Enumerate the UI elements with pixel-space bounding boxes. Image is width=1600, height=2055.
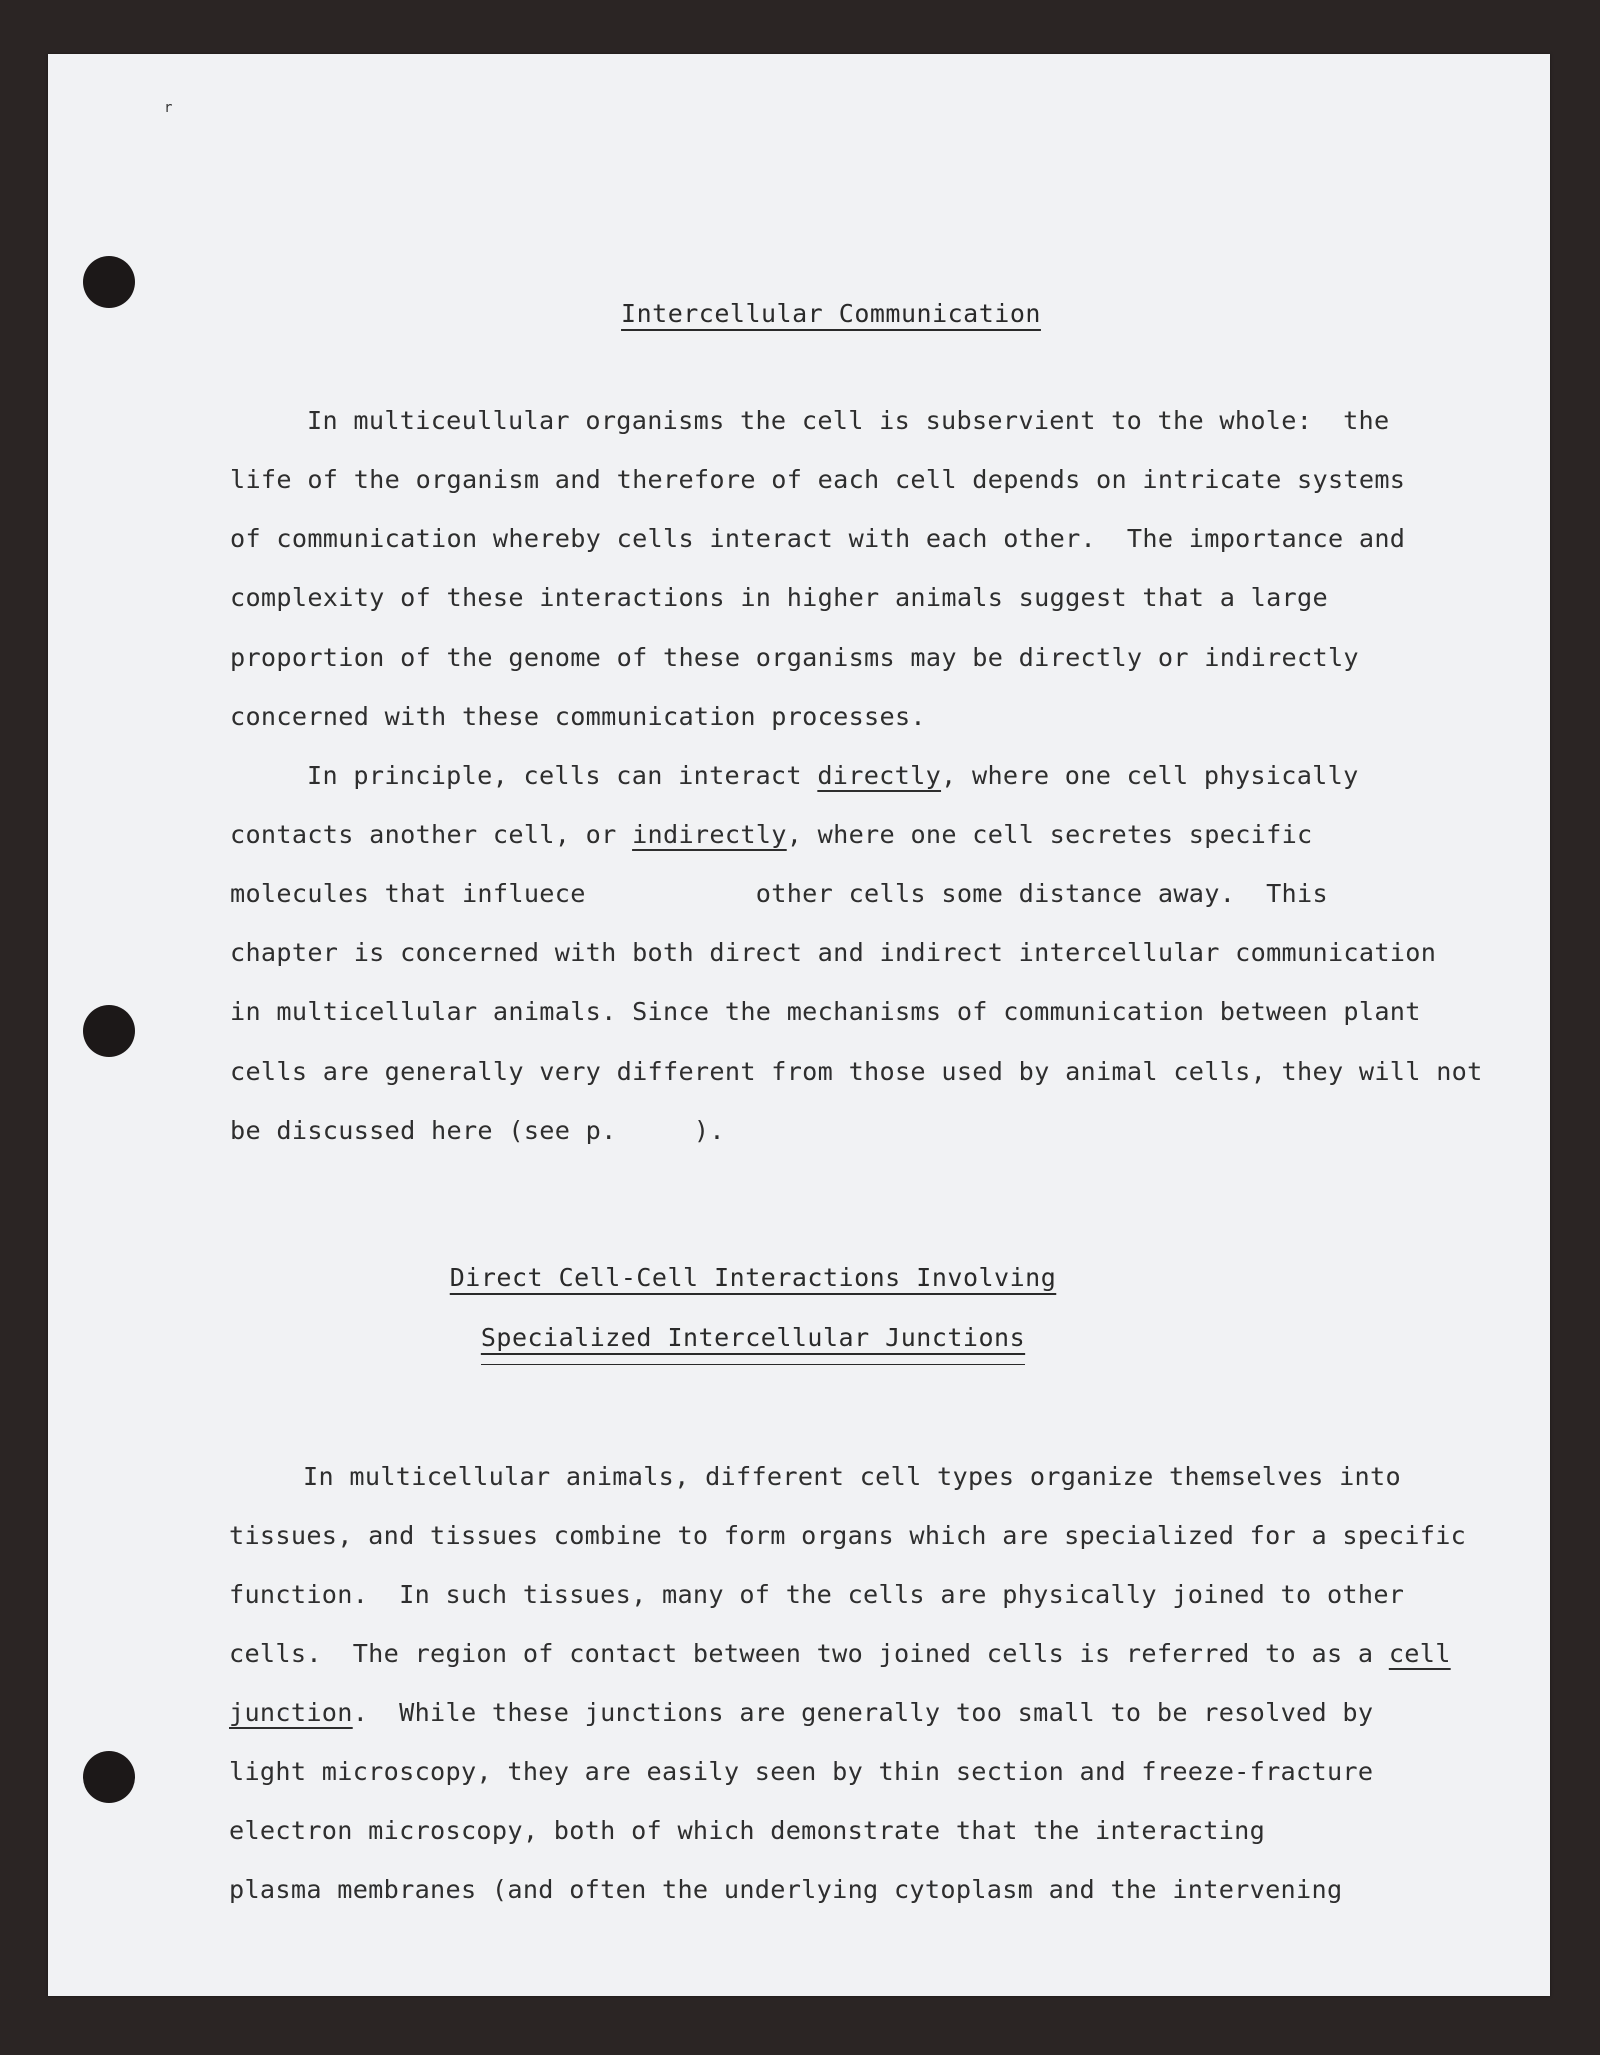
- paragraph-line: concerned with these communication processes.: [230, 702, 926, 731]
- paragraph-line: of communication whereby cells interact with each other. The importance and: [230, 524, 1406, 553]
- section-title-text: Direct Cell-Cell Interactions Involving: [449, 1263, 1057, 1292]
- text-span: contacts another cell, or: [230, 820, 633, 849]
- paragraph-line: life of the organism and therefore of each cell depends on intricate systems: [230, 465, 1406, 494]
- paragraph-line: light microscopy, they are easily seen by thin section and freeze-fracture: [229, 1757, 1374, 1786]
- paragraph-line: proportion of the genome of these organisms may be directly or indirectly: [230, 643, 1359, 672]
- paragraph-line: cells are generally very different from those used by animal cells, they will not: [230, 1057, 1483, 1086]
- underlined-term-indirectly: indirectly: [632, 820, 787, 849]
- paragraph-line: plasma membranes (and often the underlying cytoplasm and the intervening: [229, 1875, 1343, 1904]
- section-title-text: Specialized Intercellular Junctions: [481, 1323, 1025, 1365]
- underlined-term-directly: directly: [817, 761, 942, 790]
- paragraph-line: electron microscopy, both of which demonstrate that the interacting: [229, 1816, 1266, 1845]
- section-title-direct-cell-interactions-line2: [2, 1323, 1504, 1352]
- section-title-intercellular-communication: [80, 299, 1582, 328]
- punch-hole-middle: [83, 1005, 135, 1057]
- paragraph-line: tissues, and tissues combine to form organs which are specialized for a specific: [229, 1521, 1467, 1550]
- paragraph-line: chapter is concerned with both direct and indirect intercellular communication: [230, 938, 1437, 967]
- underlined-term-cell: cell: [1388, 1639, 1451, 1668]
- paragraph-line: [307, 761, 1359, 790]
- text-span: , where one cell secretes specific: [786, 820, 1313, 849]
- paragraph-line: In multicellular animals, different cell types organize themselves into: [303, 1462, 1401, 1491]
- paragraph-line: [229, 1698, 1373, 1727]
- paragraph-line: In multiceullular organisms the cell is subservient to the whole: the: [307, 406, 1390, 435]
- paragraph-line: molecules that influece other cells some distance away. This: [230, 879, 1328, 908]
- paragraph-line: [229, 1639, 1451, 1668]
- document-page: [48, 54, 1550, 1996]
- paragraph-line: function. In such tissues, many of the cells are physically joined to other: [229, 1580, 1405, 1609]
- paragraph-line: be discussed here (see p. ).: [230, 1116, 725, 1145]
- paragraph-line: in multicellular animals. Since the mechanisms of communication between plant: [230, 997, 1421, 1026]
- text-span: . While these junctions are generally too small to be resolved by: [352, 1698, 1374, 1727]
- section-title-direct-cell-interactions-line1: [2, 1263, 1504, 1292]
- text-span: In principle, cells can interact: [307, 761, 818, 790]
- paragraph-line: complexity of these interactions in higher animals suggest that a large: [230, 583, 1328, 612]
- paragraph-line: [230, 820, 1313, 849]
- corner-mark: r: [164, 100, 173, 116]
- punch-hole-bottom: [83, 1751, 135, 1803]
- text-span: cells. The region of contact between two joined cells is referred to as a: [229, 1639, 1389, 1668]
- underlined-term-junction: junction: [229, 1698, 353, 1727]
- section-title-text: Intercellular Communication: [621, 299, 1041, 328]
- text-span: , where one cell physically: [941, 761, 1359, 790]
